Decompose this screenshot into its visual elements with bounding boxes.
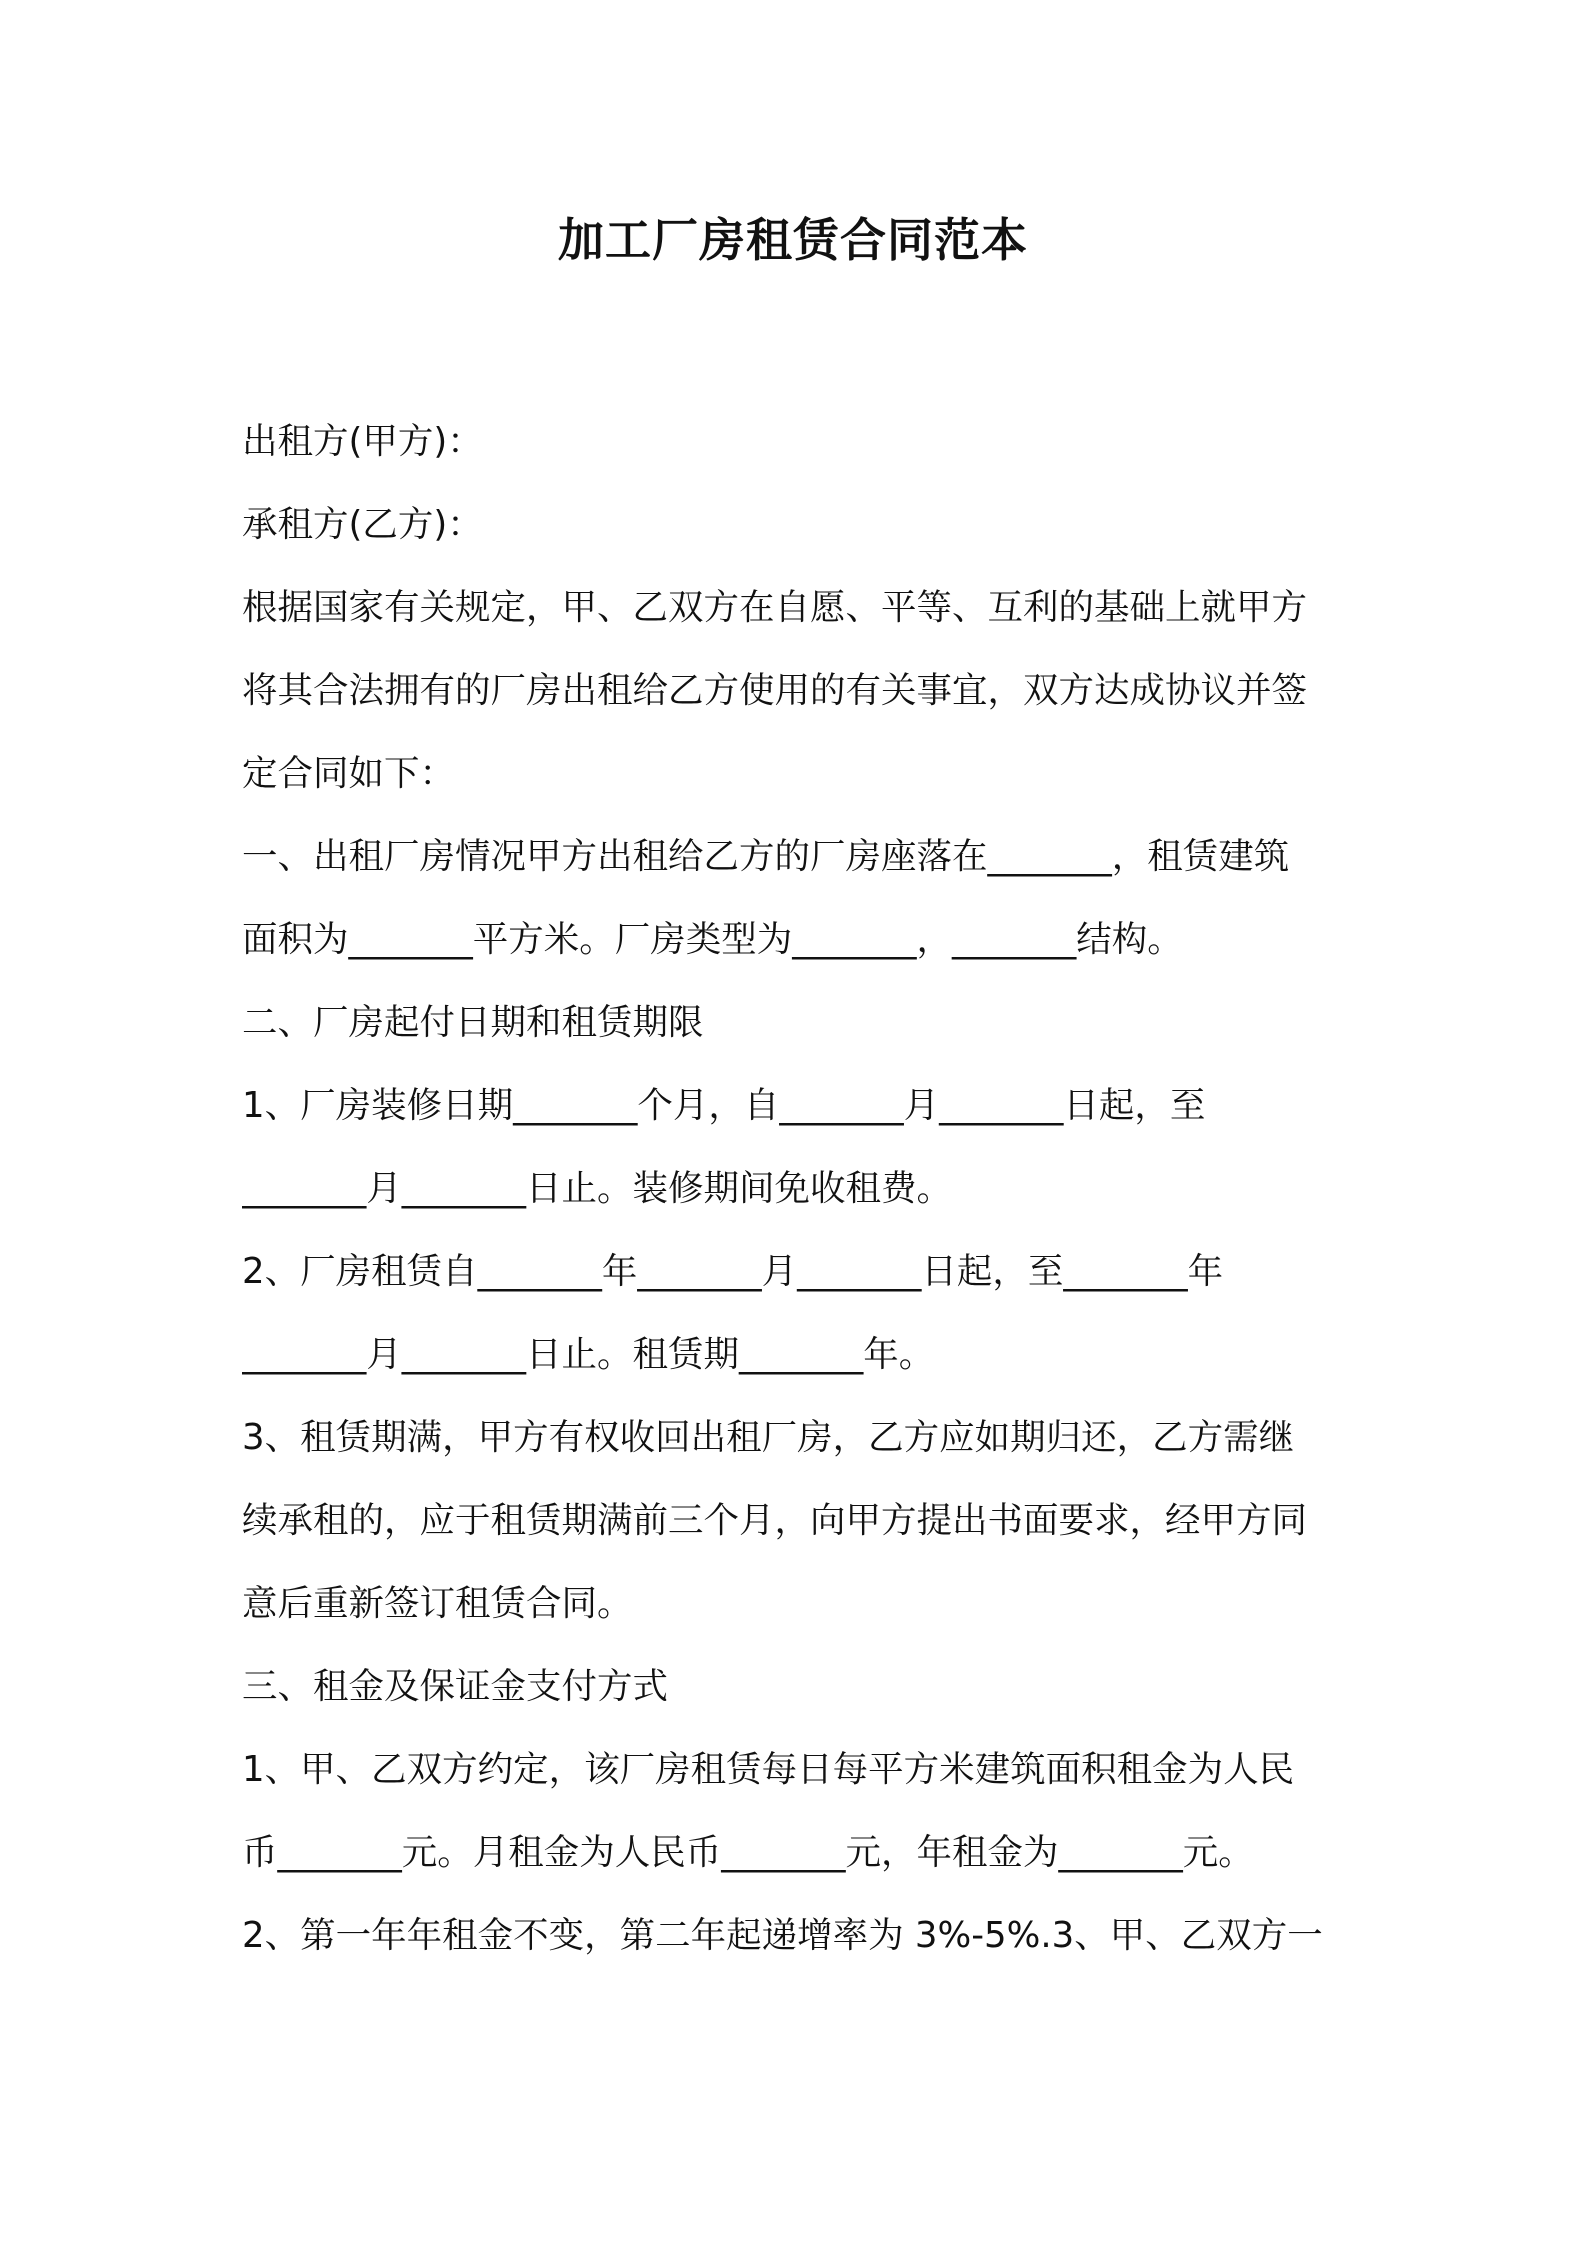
clause-3-2-line-1: 2、第一年年租金不变，第二年起递增率为 3%-5%.3、甲、乙双方一 xyxy=(242,1915,1323,1956)
document-body xyxy=(242,400,1362,1977)
document-title: 加工厂房租赁合同范本 xyxy=(558,213,1028,267)
section-3-heading: 三、租金及保证金支付方式 xyxy=(242,1666,669,1707)
clause-2-1-line-1: 1、厂房装修日期_______个月，自_______月_______日起，至 xyxy=(242,1085,1206,1126)
clause-2-3-line-2: 续承租的，应于租赁期满前三个月，向甲方提出书面要求，经甲方同 xyxy=(242,1500,1308,1541)
section-2-heading: 二、厂房起付日期和租赁期限 xyxy=(242,1002,704,1043)
preamble-line-2: 将其合法拥有的厂房出租给乙方使用的有关事宜，双方达成协议并签 xyxy=(242,670,1308,711)
preamble-line-1: 根据国家有关规定，甲、乙双方在自愿、平等、互利的基础上就甲方 xyxy=(242,587,1308,628)
clause-2-2-line-2: _______月_______日止。租赁期_______年。 xyxy=(242,1334,935,1375)
preamble-line-3: 定合同如下： xyxy=(242,753,456,794)
clause-3-1-line-1: 1、甲、乙双方约定，该厂房租赁每日每平方米建筑面积租金为人民 xyxy=(242,1749,1295,1790)
clause-2-1-line-2: _______月_______日止。装修期间免收租费。 xyxy=(242,1168,953,1209)
section-1-line-1: 一、出租厂房情况甲方出租给乙方的厂房座落在_______，租赁建筑 xyxy=(242,836,1290,877)
clause-2-2-line-1: 2、厂房租赁自_______年_______月_______日起，至_______年 xyxy=(242,1251,1224,1292)
clause-2-3-line-3: 意后重新签订租赁合同。 xyxy=(242,1583,633,1624)
party-b-line: 承租方(乙方)： xyxy=(242,504,483,545)
clause-3-1-line-2: 币_______元。月租金为人民币_______元，年租金为_______元。 xyxy=(242,1832,1254,1873)
party-a-line: 出租方(甲方)： xyxy=(242,421,483,462)
clause-2-3-line-1: 3、租赁期满，甲方有权收回出租厂房，乙方应如期归还，乙方需继 xyxy=(242,1417,1295,1458)
section-1-line-2: 面积为_______平方米。厂房类型为_______，_______结构。 xyxy=(242,919,1183,960)
